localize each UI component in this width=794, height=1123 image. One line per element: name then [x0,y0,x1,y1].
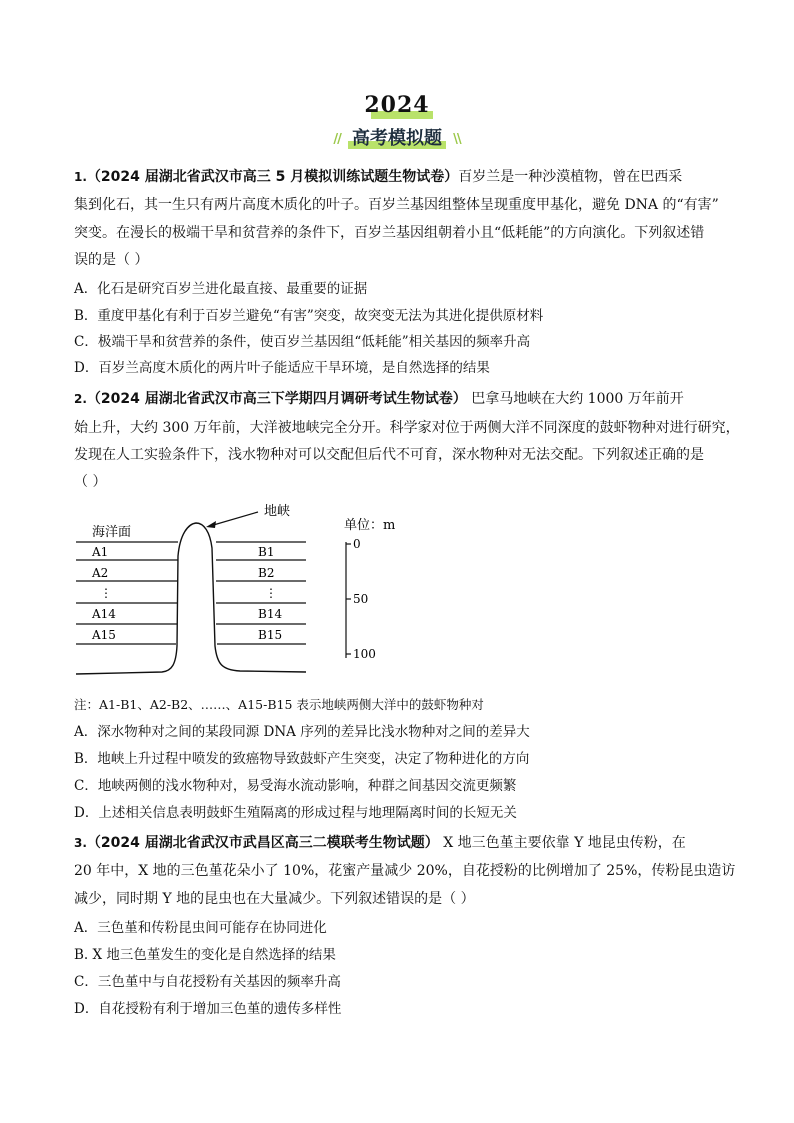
left-species-label: A14 [92,607,116,621]
q2-line-1: 2.（2024 届湖北省武汉市高三下学期四月调研考试生物试卷） 巴拿马地峡在大约 1000 万年前开 [74,391,684,407]
ocean-surface-label: 海洋面 [92,525,132,540]
q2-option-c: C．地峡两侧的浅水物种对，易受海水流动影响，种群之间基因交流更频繁 [74,778,517,794]
q3-line-3: 减少，同时期 Y 地的昆虫也在大量减少。下列叙述错误的是（ ） [74,891,475,907]
q1-option-d: D．百岁兰高度木质化的两片叶子能适应干旱环境，是自然选择的结果 [74,360,490,376]
isthmus-label: 地峡 [264,504,291,519]
q2-line-4: （ ） [74,474,107,490]
left-species-label: A15 [92,628,116,642]
q1-line-3: 突变。在漫长的极端干旱和贫营养的条件下，百岁兰基因组朝着小且“低耗能”的方向演化。下列叙述错 [74,225,705,241]
right-species-label: B2 [258,566,275,580]
unit-label: 单位：m [344,518,396,533]
q1-option-a: A．化石是研究百岁兰进化最直接、最重要的证据 [74,281,368,297]
isthmus-figure [70,496,410,684]
q1-option-c: C．极端干旱和贫营养的条件，使百岁兰基因组“低耗能”相关基因的频率升高 [74,334,531,350]
right-species-label: B15 [258,628,283,642]
scale-tick-label: 0 [353,537,361,551]
scale-tick-label: 50 [353,592,369,606]
q1-option-b: B．重度甲基化有利于百岁兰避免“有害”突变，故突变无法为其进化提供原材料 [74,308,544,324]
q1-line-4: 误的是（ ） [74,252,149,268]
right-species-label: B14 [258,607,283,621]
right-species-label: B1 [258,545,275,559]
q1-line-2: 集到化石，其一生只有两片高度木质化的叶子。百岁兰基因组整体呈现重度甲基化，避免 DNA 的“有害” [74,197,719,213]
q3-option-b: B. X 地三色堇发生的变化是自然选择的结果 [74,947,336,963]
q2-figure-note: 注：A1-B1、A2-B2、……、A15-B15 表示地峡两侧大洋中的鼓虾物种对 [74,697,484,712]
q2-option-a: A．深水物种对之间的某段同源 DNA 序列的差异比浅水物种对之间的差异大 [74,724,530,740]
right-slash-decoration: \\ [453,132,461,147]
page-subtitle: 高考模拟题 [346,124,448,150]
q2-option-d: D．上述相关信息表明鼓虾生殖隔离的形成过程与地理隔离时间的长短无关 [74,805,517,821]
left-species-label: A1 [92,545,109,559]
arrow-head-icon [206,521,216,528]
q3-line-1: 3.（2024 届湖北省武汉市武昌区高三二模联考生物试题） X 地三色堇主要依靠 Y 地昆虫传粉，在 [74,835,686,851]
scale-tick-label: 100 [353,647,376,661]
left-species-ellipsis: ⋮ [100,586,112,600]
q2-line-3: 发现在人工实验条件下，浅水物种对可以交配但后代不可育，深水物种对无法交配。下列叙述正确的是 [74,447,704,463]
page-year-title: 2024 [364,92,430,118]
q1-line-1: 1.（2024 届湖北省武汉市高三 5 月模拟训练试题生物试卷）百岁兰是一种沙漠植物，曾在巴西采 [74,169,683,185]
isthmus-arrow [210,512,258,526]
q2-line-2: 始上升，大约 300 万年前，大洋被地峡完全分开。科学家对位于两侧大洋不同深度的鼓虾物种对进行研究， [74,420,740,436]
q3-option-a: A．三色堇和传粉昆虫间可能存在协同进化 [74,920,327,936]
left-species-label: A2 [92,566,109,580]
q3-line-2: 20 年中，X 地的三色堇花朵小了 10%，花蜜产量减少 20%，自花授粉的比例增加了 25%，传粉昆虫造访 [74,863,736,879]
q3-option-c: C．三色堇中与自花授粉有关基因的频率升高 [74,974,341,990]
q2-option-b: B．地峡上升过程中喷发的致癌物导致鼓虾产生突变，决定了物种进化的方向 [74,751,530,767]
left-slash-decoration: // [333,132,341,147]
right-species-ellipsis: ⋮ [265,586,277,600]
q3-option-d: D．自花授粉有利于增加三色堇的遗传多样性 [74,1001,342,1017]
subtitle-row [0,124,794,150]
